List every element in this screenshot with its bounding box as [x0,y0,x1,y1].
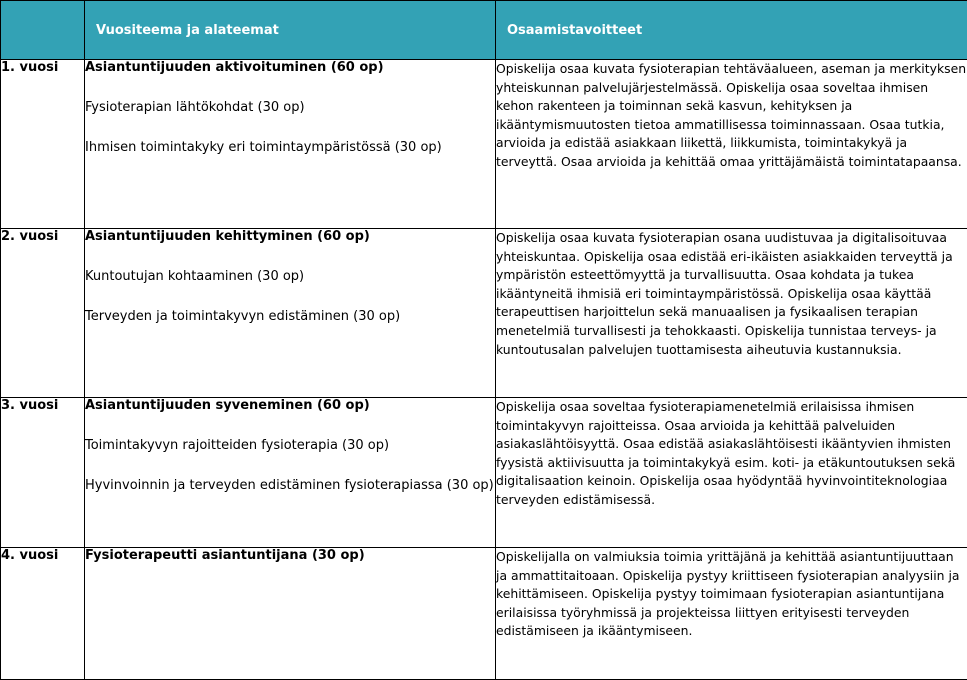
year-label: 4. vuosi [1,548,85,680]
header-year [1,1,85,60]
table-header-row [1,1,967,60]
year-label: 3. vuosi [1,398,85,548]
goals-text: Opiskelija osaa kuvata fysioterapian osana uudistuvaa ja digitalisoituvaa yhteiskuntaa. Opiskelija osaa edistää eri-ikäisten asiakkaiden terveyttä ja ympäristön esteettömyyttä ja turvallisuutta. Osaa kohdata ja tukea ikääntyneitä ihmisiä eri toimintaympäristössä. Opiskelija osaa käyttää terapeuttisen harjoittelun sekä manuaalisen ja fysikaalisen terapian menetelmiä turvallisesti ja tehokkaasti. Opiskelija tunnistaa terveys- ja kuntoutusalan palvelujen tuottamisesta aiheutuvia kustannuksia. [496,230,953,357]
theme-title: Asiantuntijuuden kehittyminen (60 op) [85,229,370,244]
goals-cell [496,548,967,680]
header-themes: Vuositeema ja alateemat [85,1,496,60]
subtheme: Toimintakyvyn rajoitteiden fysioterapia (30 op) [85,438,390,453]
table-row [1,229,967,398]
goals-text: Opiskelija osaa soveltaa fysioterapiamenetelmiä erilaisissa ihmisen toimintakyvyn rajoitteissa. Osaa arvioida ja kehittää palveluiden asiakaslähtöisyyttä. Osaa edistää asiakaslähtöisesti ikääntyvien ihmisten fyysistä aktiivisuutta ja toimintakykyä esim. koti- ja etäkuntoutuksen sekä digitalisaation keinoin. Opiskelija osaa hyödyntää hyvinvointiteknologiaa terveyden edistämisessä. [496,399,956,507]
table-row [1,60,967,229]
theme-title: Asiantuntijuuden aktivoituminen (60 op) [85,60,384,75]
theme-cell [85,398,496,548]
theme-cell [85,229,496,398]
goals-cell [496,398,967,548]
theme-title: Fysioterapeutti asiantuntijana (30 op) [85,548,365,563]
table-row [1,548,967,680]
theme-title: Asiantuntijuuden syveneminen (60 op) [85,398,370,413]
subtheme: Fysioterapian lähtökohdat (30 op) [85,100,305,115]
goals-cell [496,229,967,398]
header-goals: Osaamistavoitteet [496,1,967,60]
subtheme: Hyvinvoinnin ja terveyden edistäminen fysioterapiassa (30 op) [85,478,494,493]
theme-cell [85,548,496,680]
subtheme: Terveyden ja toimintakyvyn edistäminen (30 op) [85,309,401,324]
table-row [1,398,967,548]
theme-cell [85,60,496,229]
goals-text: Opiskelijalla on valmiuksia toimia yrittäjänä ja kehittää asiantuntijuuttaan ja ammattitaitoaan. Opiskelija pystyy kriittiseen fysioterapian analyysiin ja kehittämiseen. Opiskelija pystyy toimimaan fysioterapian asiantuntijana erilaisissa työryhmissä ja projekteissa liittyen erityisesti terveyden edistämiseen ja ikääntymiseen. [496,549,960,639]
subtheme: Ihmisen toimintakyky eri toimintaympäristössä (30 op) [85,140,442,155]
goals-text: Opiskelija osaa kuvata fysioterapian tehtäväalueen, aseman ja merkityksen yhteiskunnan palvelujärjestelmässä. Opiskelija osaa soveltaa ihmisen kehon rakenteen ja toiminnan sekä kasvun, kehityksen ja ikääntymismuutosten tietoa ammatillisessa toiminnassaan. Osaa tutkia, arvioida ja edistää asiakkaan liikettä, liikkumista, toimintakykyä ja terveyttä. Osaa arvioida ja kehittää omaa yrittäjämäistä toimintatapaansa. [496,61,967,169]
year-label: 1. vuosi [1,60,85,229]
year-label: 2. vuosi [1,229,85,398]
goals-cell [496,60,967,229]
subtheme: Kuntoutujan kohtaaminen (30 op) [85,269,305,284]
